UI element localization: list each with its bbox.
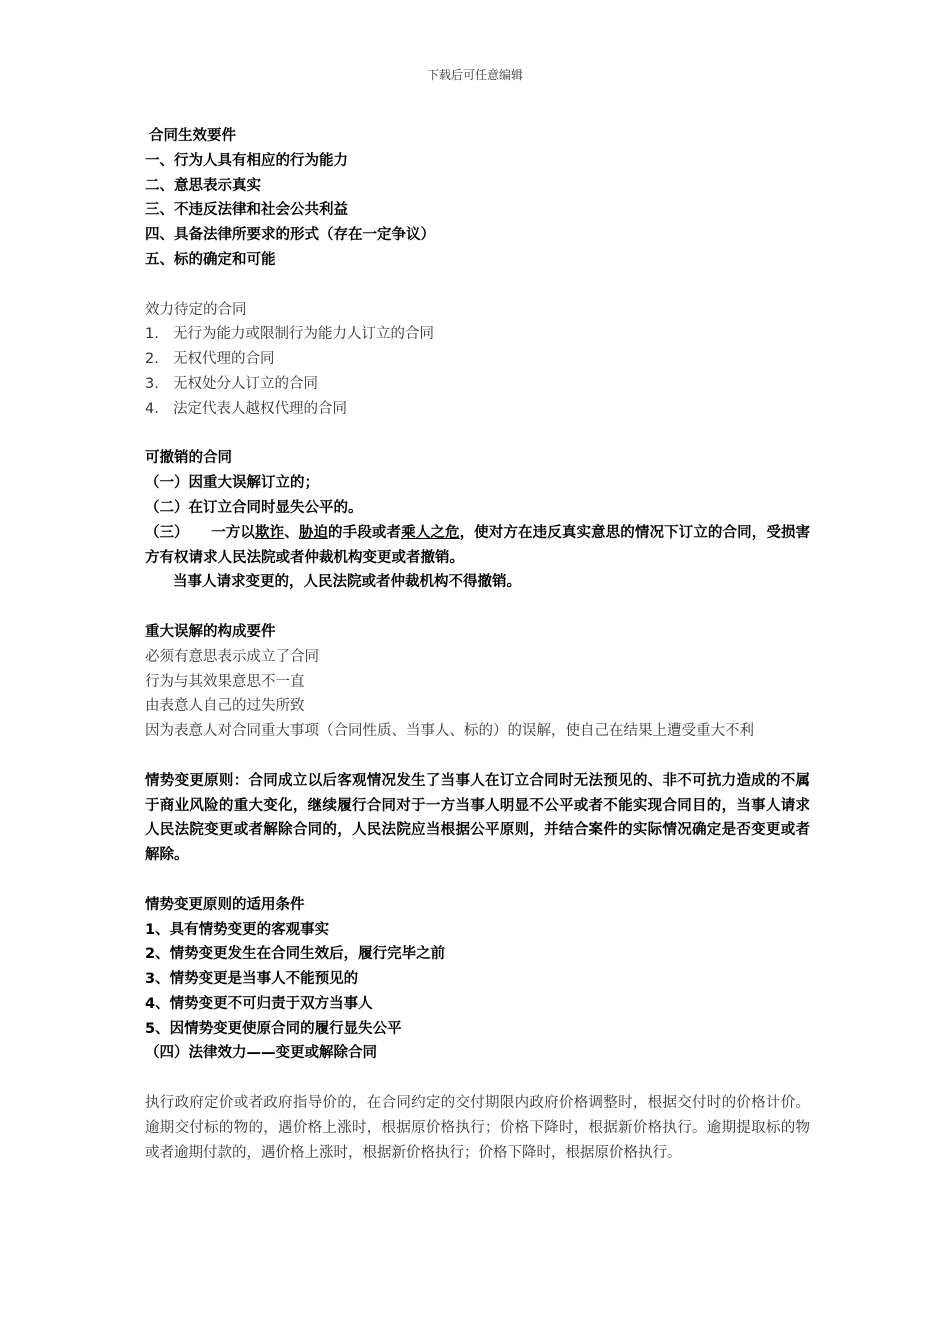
list-item: 五、标的确定和可能 [145,251,276,268]
underlined-term-fraud: 欺诈 [254,524,285,541]
section-title-revocable-contracts: 可撤销的合同 [145,450,232,467]
page-header: 下载后可任意编辑 [426,68,523,82]
text-segment: 一方以 [211,524,255,541]
underlined-term-exploitation: 乘人之危 [401,524,460,541]
section-title-pending-contracts: 效力待定的合同 [145,301,247,318]
price-execution-paragraph: 执行政府定价或者政府指导价的，在合同约定的交付期限内政府价格调整时，根据交付时的价格计价。逾期交付标的物的，遇价格上涨时，根据原价格执行；价格下降时，根据新价格执行。逾期提取标的物或者逾期付款的，遇价格上涨时，根据新价格执行；价格下降时，根据原价格执行。 [145,1095,810,1161]
item-text: 无权处分人订立的合同 [173,375,318,392]
list-item: 二、意思表示真实 [145,177,261,194]
list-item: 3、情势变更是当事人不能预见的 [145,971,359,988]
text-segment: 、 [284,524,299,541]
list-item: （一）因重大误解订立的； [145,475,319,492]
item-number: 1. [145,326,159,343]
item-number: 3. [145,375,159,392]
list-item: 行为与其效果意思不一直 [145,673,305,690]
item-number: 4. [145,400,159,417]
item-text: 法定代表人越权代理的合同 [173,400,347,417]
change-of-circumstances-paragraph: 情势变更原则：合同成立以后客观情况发生了当事人在订立合同时无法预见的、非不可抗力造成的不属于商业风险的重大变化，继续履行合同对于一方当事人明显不公平或者不能实现合同目的，当事人请求人民法院变更或者解除合同的，人民法院应当根据公平原则，并结合案件的实际情况确定是否变更或者解除。 [145,772,810,864]
list-item: 5、因情势变更使原合同的履行显失公平 [145,1020,402,1037]
document-body [145,124,810,1165]
numbered-item [145,397,810,422]
item-label: （三） [145,524,189,541]
text-segment: ，使对方在违反真实意思的情况下订立的合同，受损害方有权请求人民法院或者仲裁机构变更或者撤销。 [145,524,811,566]
item-text: 无行为能力或限制行为能力人订立的合同 [173,326,434,343]
list-item: 一、行为人具有相应的行为能力 [145,152,348,169]
list-item-fraud-coercion [145,521,810,571]
list-item: 4、情势变更不可归责于双方当事人 [145,995,373,1012]
item-text: 无权代理的合同 [173,351,275,368]
note-paragraph: 当事人请求变更的，人民法院或者仲裁机构不得撤销。 [173,574,521,591]
numbered-item [145,372,810,397]
section-title-major-misunderstanding: 重大误解的构成要件 [145,623,276,640]
legal-effect-line: （四）法律效力——变更或解除合同 [145,1045,377,1062]
list-item: 2、情势变更发生在合同生效后，履行完毕之前 [145,946,446,963]
numbered-item [145,347,810,372]
list-item: 四、具备法律所要求的形式（存在一定争议） [145,227,435,244]
list-item: （二）在订立合同时显失公平的。 [145,499,363,516]
text-segment: 的手段或者 [328,524,402,541]
list-item: 必须有意思表示成立了合同 [145,648,319,665]
numbered-item [145,322,810,347]
underlined-term-coercion: 胁迫 [298,524,329,541]
list-item: 因为表意人对合同重大事项（合同性质、当事人、标的）的误解，使自己在结果上遭受重大不利 [145,723,754,740]
section-title-applicable-conditions: 情势变更原则的适用条件 [145,896,305,913]
list-item: 1、具有情势变更的客观事实 [145,921,330,938]
section-title-validity-requirements: 合同生效要件 [149,128,236,144]
item-number: 2. [145,351,159,368]
list-item: 三、不违反法律和社会公共利益 [145,202,348,219]
list-item: 由表意人自己的过失所致 [145,698,305,715]
